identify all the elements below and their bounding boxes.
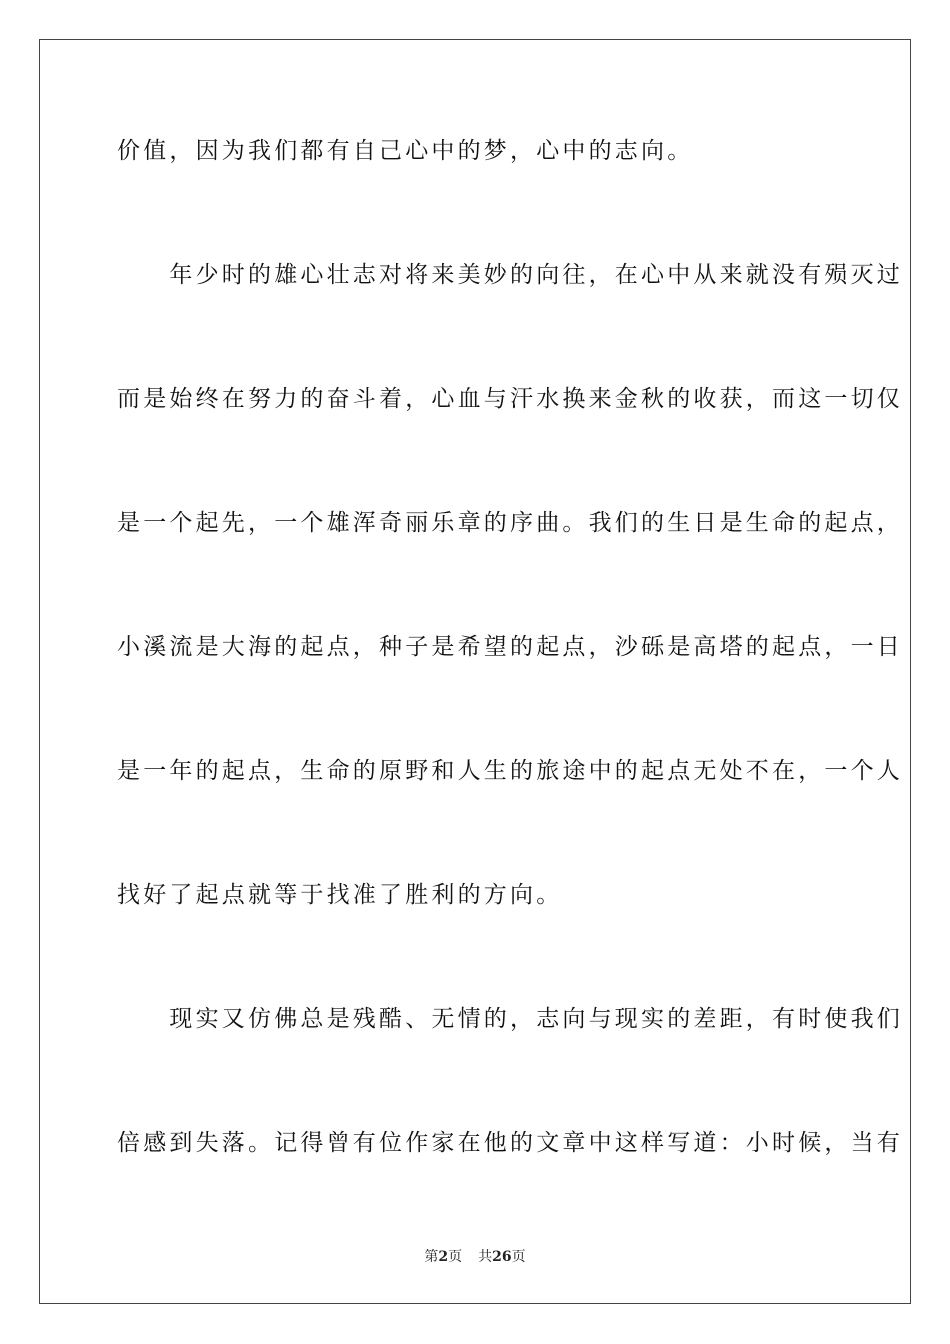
footer-page-prefix: 第 [424, 1249, 439, 1265]
footer-total-suffix: 页 [511, 1249, 526, 1265]
footer-total-prefix: 共 [478, 1249, 493, 1265]
page-border [39, 39, 911, 1304]
text-line-4: 是一个起先，一个雄浑奇丽乐章的序曲。我们的生日是生命的起点， [117, 510, 903, 536]
text-line-5: 小溪流是大海的起点，种子是希望的起点，沙砾是高塔的起点，一日 [117, 634, 903, 660]
text-line-1: 价值，因为我们都有自己心中的梦，心中的志向。 [117, 138, 694, 164]
text-line-2: 年少时的雄心壮志对将来美妙的向往，在心中从来就没有殒灭过 [117, 262, 903, 288]
page-footer [0, 1248, 950, 1266]
footer-page-number: 2 [438, 1249, 449, 1265]
footer-page-suffix: 页 [448, 1249, 463, 1265]
text-line-9: 倍感到失落。记得曾有位作家在他的文章中这样写道：小时候，当有 [117, 1130, 903, 1156]
text-line-3: 而是始终在努力的奋斗着，心血与汗水换来金秋的收获，而这一切仅 [117, 386, 903, 412]
text-line-7: 找好了起点就等于找准了胜利的方向。 [117, 882, 563, 908]
footer-total-number: 26 [492, 1249, 512, 1265]
text-line-6: 是一年的起点，生命的原野和人生的旅途中的起点无处不在，一个人 [117, 758, 903, 784]
text-line-8: 现实又仿佛总是残酷、无情的，志向与现实的差距，有时使我们 [117, 1006, 903, 1032]
